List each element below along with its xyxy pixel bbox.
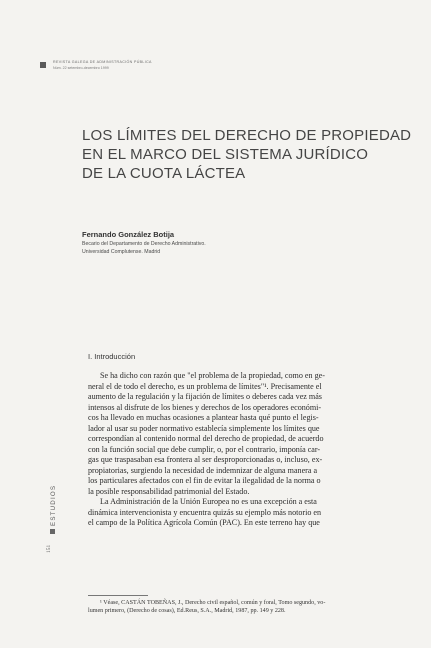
body-line: gas que traspasaban esa frontera al ser desproporcionadas o, incluso, ex- [88, 455, 323, 464]
article-title [82, 126, 412, 183]
body-line: neral el de todo el derecho, es un problema de límites"¹. Precisamente el [88, 381, 322, 391]
body-line: aumento de la regulación y la fijación de límites o deberes cada vez más [88, 392, 322, 401]
affiliation-line: Becario del Departamento de Derecho Administrativo. [82, 241, 206, 247]
body-line: el campo de la Política Agrícola Común (PAC). En este terreno hay que [88, 518, 320, 527]
section-margin-label [50, 474, 60, 534]
section-square-icon [50, 529, 55, 534]
body-line: la posible responsabilidad patrimonial del Estado. [88, 486, 250, 496]
page-number: 151 [46, 544, 52, 553]
body-line: correspondían al contenido normal del derecho de propiedad, de acuerdo [88, 434, 324, 443]
footnote-line: ¹ Véase, CASTÁN TOBEÑAS, J., Derecho civil español, común y foral, Tomo segundo, vo- [100, 600, 326, 606]
body-line: con la función social que debe cumplir, o, por el contrario, imponía car- [88, 444, 321, 454]
body-line: lador al usar su poder normativo establecía simplemente los límites que [88, 423, 320, 433]
author-name: Fernando González Botija [82, 230, 175, 239]
journal-name: REVISTA GALEGA DE ADMINISTRACIÓN PÚBLICA [53, 60, 152, 64]
author-affiliation [82, 241, 206, 256]
body-line: propiatorias, surgiendo la necesidad de indemnizar de alguna manera a [88, 465, 318, 475]
body-text [88, 371, 393, 529]
footnote-line: lumen primero, (Derecho de cosas), Ed.Reus, S.A., Madrid, 1987, pp. 149 y 228. [88, 608, 286, 614]
body-line: intensos al disfrute de los bienes y derechos de los operadores económi- [88, 402, 322, 412]
body-line: cos ha llevado en muchas ocasiones a plantear hasta qué punto el legis- [88, 413, 319, 422]
body-line: La Administración de la Unión Europea no es una excepción a esta [100, 497, 317, 506]
footnote [88, 599, 393, 615]
title-line: DE LA CUOTA LÁCTEA [82, 165, 246, 182]
journal-issue: Núm. 22 setembro-decembro 1999 [53, 66, 109, 70]
body-line: Se ha dicho con razón que "el problema de la propiedad, como en ge- [100, 371, 325, 380]
section-label-text: ESTUDIOS [50, 484, 57, 526]
affiliation-line: Universidad Complutense. Madrid [82, 248, 161, 255]
section-heading: I. Introducción [88, 352, 136, 361]
footnote-divider [88, 595, 148, 596]
title-line: LOS LÍMITES DEL DERECHO DE PROPIEDAD [82, 127, 412, 144]
body-line: los particulares afectados con el fin de evitar la ilegalidad de la norma o [88, 476, 321, 485]
title-line: EN EL MARCO DEL SISTEMA JURÍDICO [82, 146, 369, 163]
journal-square-icon [40, 62, 46, 68]
body-line: dinámica intervencionista y encuentra quizás su ejemplo más notorio en [88, 507, 322, 517]
